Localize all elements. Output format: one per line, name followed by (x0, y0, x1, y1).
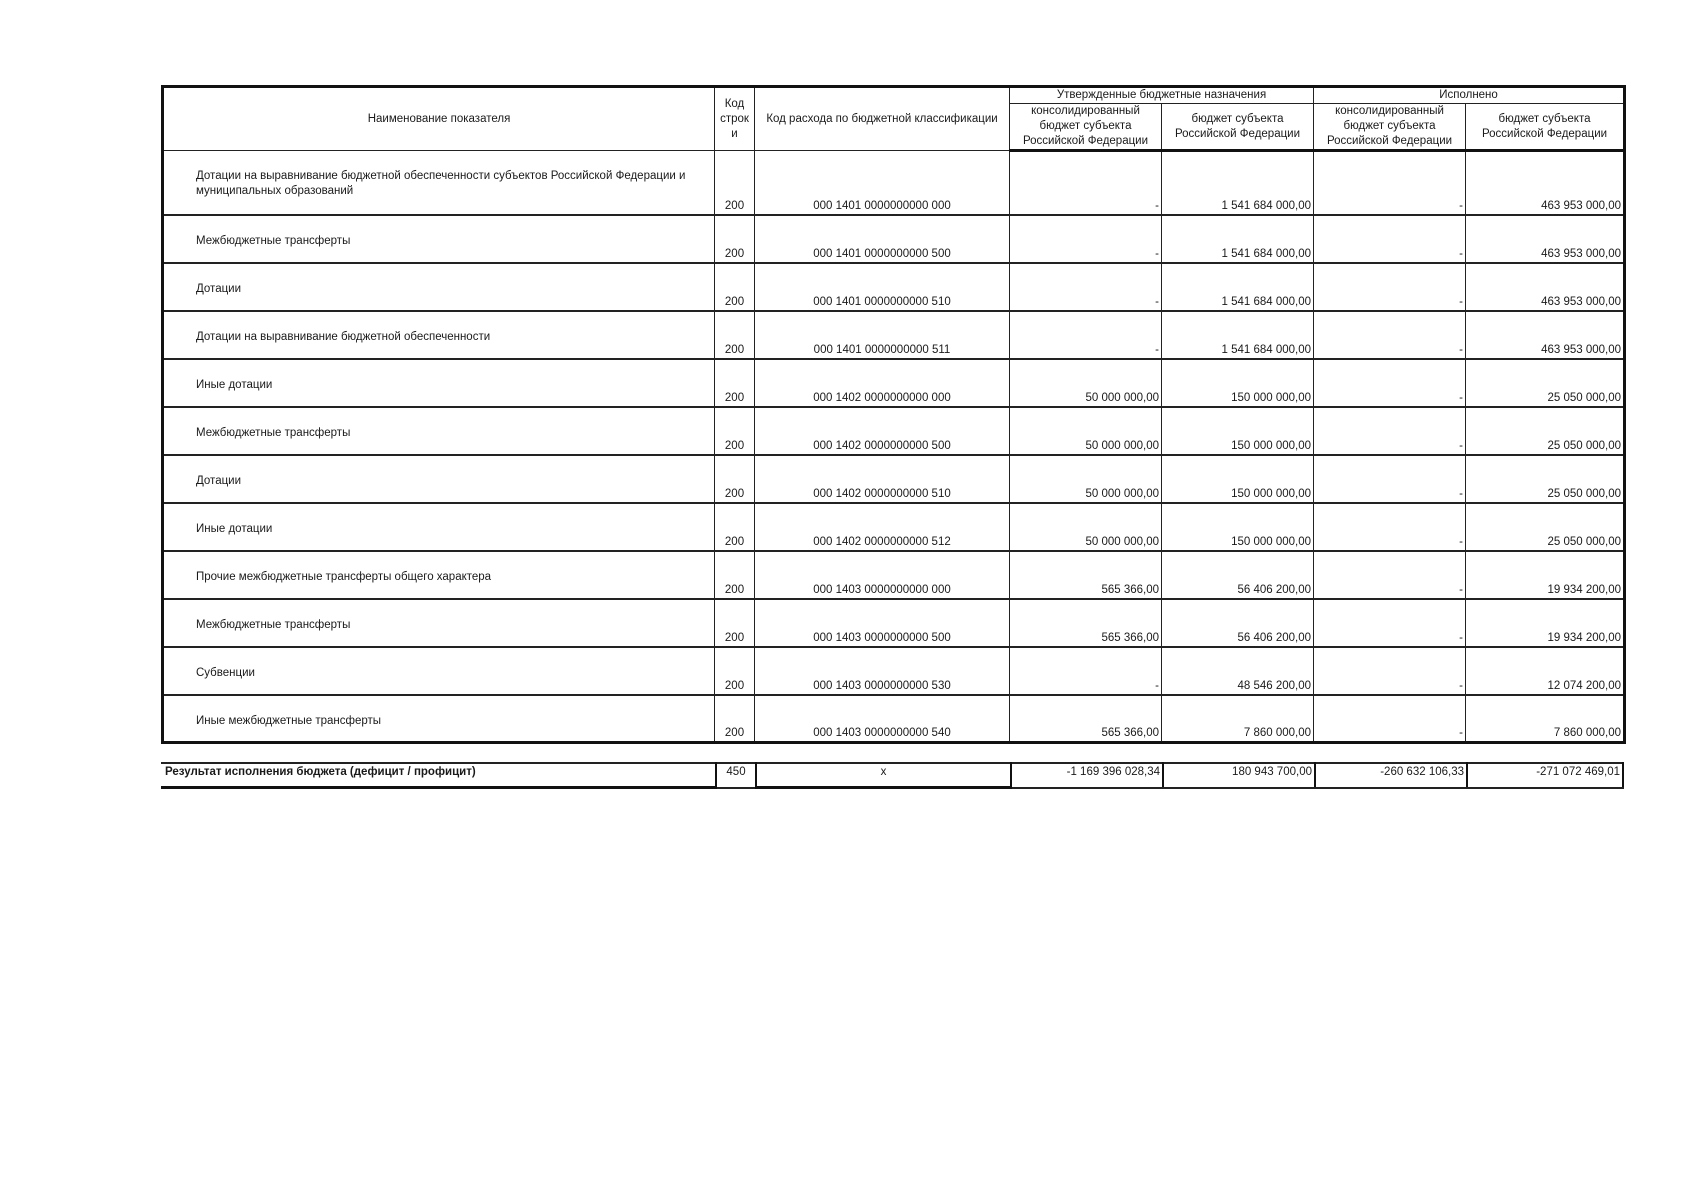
header-approved-subject (1162, 104, 1314, 151)
approved-subject: 150 000 000,00 (1162, 455, 1314, 503)
approved-consolidated: 50 000 000,00 (1010, 359, 1162, 407)
budget-report-sheet (161, 85, 1623, 789)
executed-subject: 25 050 000,00 (1466, 359, 1625, 407)
indicator-name-line: муниципальных образований (196, 185, 354, 197)
approved-subject: 150 000 000,00 (1162, 407, 1314, 455)
header-approved-consolidated (1010, 104, 1162, 151)
header-line: консолидированный (1031, 105, 1140, 117)
header-line: Российской Федерации (1326, 135, 1453, 147)
header-line: Российской Федерации (1022, 135, 1149, 147)
indicator-name (163, 551, 715, 599)
header-line: бюджет субъекта (1039, 120, 1132, 132)
executed-consolidated: - (1314, 455, 1466, 503)
approved-subject: 7 860 000,00 (1162, 695, 1314, 743)
approved-subject: 56 406 200,00 (1162, 551, 1314, 599)
classification-code: 000 1401 0000000000 000 (755, 151, 1010, 215)
indicator-name-line: Дотации (196, 474, 242, 487)
executed-consolidated: - (1314, 215, 1466, 263)
indicator-name-line: Дотации на выравнивание бюджетной обеспеченности субъектов Российской Федерации и (196, 170, 686, 182)
approved-consolidated: 565 366,00 (1010, 551, 1162, 599)
table-row (163, 407, 1625, 455)
executed-consolidated: - (1314, 695, 1466, 743)
executed-consolidated: - (1314, 359, 1466, 407)
executed-consolidated: - (1314, 151, 1466, 215)
executed-consolidated: - (1314, 503, 1466, 551)
approved-consolidated: 50 000 000,00 (1010, 503, 1162, 551)
indicator-name (163, 311, 715, 359)
executed-subject: 463 953 000,00 (1466, 263, 1625, 311)
table-row (163, 503, 1625, 551)
line-code: 200 (715, 407, 755, 455)
table-row (163, 263, 1625, 311)
header-line-code-part: строк (720, 112, 749, 125)
approved-subject: 48 546 200,00 (1162, 647, 1314, 695)
indicator-name-line: Межбюджетные трансферты (196, 234, 351, 247)
approved-consolidated: - (1010, 263, 1162, 311)
executed-consolidated: - (1314, 599, 1466, 647)
line-code: 200 (715, 503, 755, 551)
approved-consolidated: 565 366,00 (1010, 695, 1162, 743)
table-row (163, 311, 1625, 359)
spacer (161, 744, 1623, 762)
header-line-code (715, 87, 755, 151)
table-row (163, 151, 1625, 215)
classification-code: 000 1401 0000000000 510 (755, 263, 1010, 311)
indicator-name-line: Дотации (196, 282, 242, 295)
line-code: 200 (715, 551, 755, 599)
table-body (163, 151, 1625, 743)
line-code: 200 (715, 695, 755, 743)
classification-code: 000 1402 0000000000 500 (755, 407, 1010, 455)
indicator-name (163, 263, 715, 311)
classification-code: 000 1403 0000000000 530 (755, 647, 1010, 695)
approved-subject: 1 541 684 000,00 (1162, 311, 1314, 359)
indicator-name (163, 407, 715, 455)
approved-consolidated: - (1010, 215, 1162, 263)
classification-code: 000 1401 0000000000 500 (755, 215, 1010, 263)
approved-consolidated: - (1010, 311, 1162, 359)
header-line: Российской Федерации (1174, 127, 1301, 140)
classification-code: 000 1402 0000000000 000 (755, 359, 1010, 407)
result-approved-consolidated: -1 169 396 028,34 (1011, 763, 1163, 788)
indicator-name (163, 215, 715, 263)
indicator-name-line: Межбюджетные трансферты (196, 618, 351, 631)
approved-consolidated: - (1010, 647, 1162, 695)
executed-subject: 25 050 000,00 (1466, 455, 1625, 503)
indicator-name (163, 599, 715, 647)
line-code: 200 (715, 647, 755, 695)
line-code: 200 (715, 455, 755, 503)
line-code: 200 (715, 599, 755, 647)
header-group-executed: Исполнено (1314, 87, 1625, 104)
header-line: бюджет субъекта (1343, 120, 1436, 132)
indicator-name (163, 695, 715, 743)
header-line-code-part: и (731, 127, 738, 140)
indicator-name (163, 503, 715, 551)
header-line: консолидированный (1335, 105, 1444, 117)
line-code: 200 (715, 311, 755, 359)
executed-consolidated: - (1314, 551, 1466, 599)
result-line-code: 450 (716, 763, 756, 788)
executed-subject: 25 050 000,00 (1466, 503, 1625, 551)
approved-subject: 1 541 684 000,00 (1162, 263, 1314, 311)
executed-subject: 7 860 000,00 (1466, 695, 1625, 743)
executed-subject: 463 953 000,00 (1466, 311, 1625, 359)
header-executed-subject (1466, 104, 1625, 151)
line-code: 200 (715, 263, 755, 311)
indicator-name (163, 455, 715, 503)
approved-subject: 150 000 000,00 (1162, 503, 1314, 551)
classification-code: 000 1403 0000000000 000 (755, 551, 1010, 599)
executed-consolidated: - (1314, 263, 1466, 311)
header-line: Российской Федерации (1481, 127, 1608, 140)
executed-subject: 19 934 200,00 (1466, 551, 1625, 599)
classification-code: 000 1401 0000000000 511 (755, 311, 1010, 359)
line-code: 200 (715, 215, 755, 263)
header-classification-code: Код расхода по бюджетной классификации (755, 87, 1010, 151)
indicator-name-line: Субвенции (196, 666, 255, 679)
approved-subject: 1 541 684 000,00 (1162, 215, 1314, 263)
executed-subject: 463 953 000,00 (1466, 215, 1625, 263)
indicator-name-line: Прочие межбюджетные трансферты общего характера (196, 570, 492, 583)
table-row (163, 455, 1625, 503)
executed-subject: 25 050 000,00 (1466, 407, 1625, 455)
classification-code: 000 1402 0000000000 510 (755, 455, 1010, 503)
header-executed-consolidated (1314, 104, 1466, 151)
header-line: бюджет субъекта (1498, 112, 1591, 125)
header-indicator-name: Наименование показателя (163, 87, 715, 151)
indicator-name-line: Иные дотации (196, 378, 273, 391)
classification-code: 000 1403 0000000000 540 (755, 695, 1010, 743)
table-header (163, 87, 1625, 151)
result-table (161, 762, 1624, 789)
result-approved-subject: 180 943 700,00 (1163, 763, 1315, 788)
executed-consolidated: - (1314, 647, 1466, 695)
indicator-name-line: Иные межбюджетные трансферты (196, 714, 382, 727)
approved-subject: 56 406 200,00 (1162, 599, 1314, 647)
classification-code: 000 1403 0000000000 500 (755, 599, 1010, 647)
indicator-name-line: Иные дотации (196, 522, 273, 535)
table-row (163, 695, 1625, 743)
line-code: 200 (715, 151, 755, 215)
indicator-name (163, 151, 715, 215)
executed-subject: 12 074 200,00 (1466, 647, 1625, 695)
result-row (161, 763, 1623, 788)
classification-code: 000 1402 0000000000 512 (755, 503, 1010, 551)
approved-subject: 1 541 684 000,00 (1162, 151, 1314, 215)
result-executed-subject: -271 072 469,01 (1467, 763, 1623, 788)
approved-consolidated: 50 000 000,00 (1010, 407, 1162, 455)
indicator-name (163, 359, 715, 407)
approved-subject: 150 000 000,00 (1162, 359, 1314, 407)
result-classification-code: x (756, 763, 1011, 788)
executed-consolidated: - (1314, 407, 1466, 455)
indicator-name (163, 647, 715, 695)
table-row (163, 215, 1625, 263)
approved-consolidated: 50 000 000,00 (1010, 455, 1162, 503)
line-code: 200 (715, 359, 755, 407)
executed-consolidated: - (1314, 311, 1466, 359)
table-row (163, 647, 1625, 695)
indicator-name-line: Межбюджетные трансферты (196, 426, 351, 439)
executed-subject: 463 953 000,00 (1466, 151, 1625, 215)
header-line: бюджет субъекта (1191, 112, 1284, 125)
result-name: Результат исполнения бюджета (дефицит / профицит) (161, 763, 716, 788)
table-row (163, 359, 1625, 407)
approved-consolidated: 565 366,00 (1010, 599, 1162, 647)
header-group-approved: Утвержденные бюджетные назначения (1010, 87, 1314, 104)
indicator-name-line: Дотации на выравнивание бюджетной обеспеченности (196, 330, 491, 343)
expenses-table (161, 85, 1626, 744)
header-line-code-part: Код (724, 97, 745, 110)
approved-consolidated: - (1010, 151, 1162, 215)
table-row (163, 551, 1625, 599)
table-row (163, 599, 1625, 647)
result-executed-consolidated: -260 632 106,33 (1315, 763, 1467, 788)
executed-subject: 19 934 200,00 (1466, 599, 1625, 647)
